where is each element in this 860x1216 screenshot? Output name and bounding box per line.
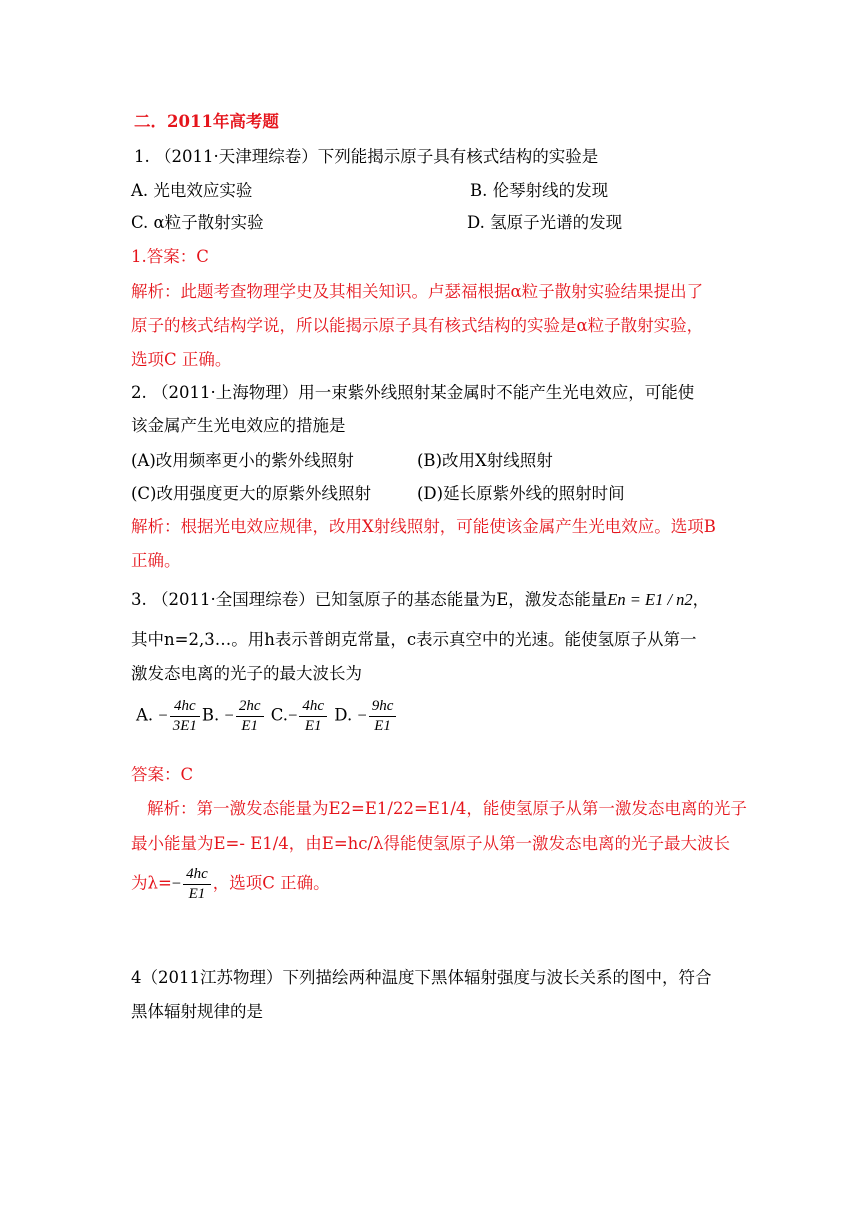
q3-option-d-numerator: 9hc <box>369 698 397 717</box>
q3-analysis-numerator: 4hc <box>183 866 211 885</box>
q1-answer: 1.答案：C <box>131 247 209 266</box>
q3-analysis-denominator: E1 <box>188 885 206 902</box>
q2-option-a: (A)改用频率更小的紫外线照射 <box>131 451 354 470</box>
q3-option-a-numerator: 4hc <box>170 698 200 717</box>
q1-option-c: C. α粒子散射实验 <box>131 213 264 232</box>
q1-analysis-line-2: 原子的核式结构学说，所以能揭示原子具有核式结构的实验是α粒子散射实验， <box>131 316 704 335</box>
q2-option-c: (C)改用强度更大的原紫外线照射 <box>131 484 371 503</box>
q3-option-a-label: A. <box>136 705 154 725</box>
q3-stem-prefix: 3. （2011·全国理综卷）已知氢原子的基态能量为E，激发态能量 <box>131 590 608 609</box>
q3-option-a-fraction <box>170 698 200 734</box>
q2-option-d: (D)延长原紫外线的照射时间 <box>417 484 625 503</box>
q1-option-d: D. 氢原子光谱的发现 <box>467 213 623 232</box>
q2-stem-line-1: 2. （2011·上海物理）用一束紫外线照射某金属时不能产生光电效应，可能使 <box>131 383 695 402</box>
q2-option-b: (B)改用X射线照射 <box>417 451 553 470</box>
q3-analysis-suffix: ，选项C 正确。 <box>212 873 330 893</box>
q3-stem-suffix: ， <box>692 590 710 609</box>
q1-stem: 1. （2011·天津理综卷）下列能揭示原子具有核式结构的实验是 <box>134 147 599 166</box>
q3-option-c-label: C. <box>270 705 289 725</box>
q3-option-c-denominator: E1 <box>304 717 322 734</box>
q1-option-b: B. 伦琴射线的发现 <box>470 181 609 200</box>
q3-energy-formula: En = E1 / n2 <box>607 590 693 609</box>
q3-option-b-denominator: E1 <box>241 717 259 734</box>
q3-option-b-label: B. <box>201 705 220 725</box>
q4-stem-line-2: 黑体辐射规律的是 <box>131 1002 263 1021</box>
q3-analysis-line-3: 为λ=− $\frac{4hc}{E1}$ ，选项C 正确。 <box>131 866 330 902</box>
q3-option-b-fraction <box>236 698 264 734</box>
q4-stem-line-1: 4（2011江苏物理）下列描绘两种温度下黑体辐射强度与波长关系的图中，符合 <box>131 968 712 987</box>
q3-option-a-denominator: 3E1 <box>172 717 197 734</box>
q3-analysis-line-2: 最小能量为E=- E1/4，由E=hc/λ得能使氢原子从第一激发态电离的光子最大波长 <box>131 834 731 853</box>
q3-answer: 答案：C <box>131 765 194 784</box>
q3-stem-line-2: 其中n=2,3…。用h表示普朗克常量，c表示真空中的光速。能使氢原子从第一 <box>131 630 697 649</box>
q3-options: A. − $\frac{4hc}{3E1}$ B. − $\frac{2hc}{E1}$ C.− $\frac{4hc}{E1}$ D. − $\frac{9hc}{E1}$ <box>136 698 398 734</box>
q3-stem-line-3: 激发态电离的光子的最大波长为 <box>131 664 362 683</box>
q1-analysis-line-1: 解析：此题考查物理学史及其相关知识。卢瑟福根据α粒子散射实验结果提出了 <box>131 282 704 301</box>
q2-analysis-line-2: 正确。 <box>131 551 181 570</box>
q1-option-a: A. 光电效应实验 <box>131 181 253 200</box>
q2-stem-line-2: 该金属产生光电效应的措施是 <box>131 416 346 435</box>
q3-stem-line-1 <box>131 590 709 610</box>
q3-option-c-numerator: 4hc <box>299 698 327 717</box>
q3-analysis-lambda-prefix: 为λ= <box>131 873 172 893</box>
q3-analysis-line-1: 解析：第一激发态能量为E2=E1/22=E1/4，能使氢原子从第一激发态电离的光子 <box>147 799 747 818</box>
q3-analysis-fraction <box>183 866 211 902</box>
q3-option-b-numerator: 2hc <box>236 698 264 717</box>
q2-analysis-line-1: 解析：根据光电效应规律，改用X射线照射，可能使该金属产生光电效应。选项B <box>131 517 716 536</box>
q3-option-d-label: D. <box>334 705 353 725</box>
q3-option-c-fraction <box>299 698 327 734</box>
section-title: 二．2011年高考题 <box>134 112 279 131</box>
q3-option-d-denominator: E1 <box>374 717 391 734</box>
q1-analysis-line-3: 选项C 正确。 <box>131 350 232 369</box>
q3-option-d-fraction <box>369 698 397 734</box>
